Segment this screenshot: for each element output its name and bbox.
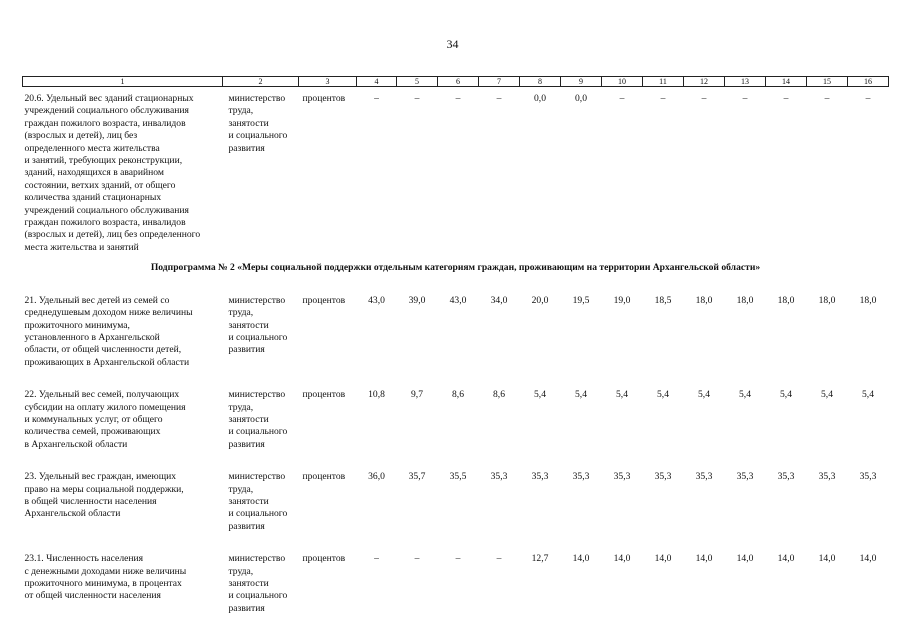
value-cell bbox=[766, 87, 807, 255]
value-cell bbox=[561, 547, 602, 615]
value-cell bbox=[766, 383, 807, 451]
value-text: 39,0 bbox=[408, 294, 426, 306]
indicator-line: с денежными доходами ниже величины bbox=[24, 565, 187, 577]
indicator-line: среднедушевым доходом ниже величины bbox=[24, 307, 193, 319]
value-cell bbox=[766, 289, 807, 369]
indicator-line: количества семей, проживающих bbox=[24, 426, 161, 438]
value-text: – bbox=[374, 553, 379, 565]
indicator-line: от общей численности населения bbox=[24, 590, 161, 602]
indicator-line: граждан пожилого возраста, инвалидов bbox=[24, 217, 186, 229]
value-cell bbox=[602, 289, 643, 369]
value-cell bbox=[725, 383, 766, 451]
value-text: 14,0 bbox=[613, 553, 631, 565]
header-cell: 2 bbox=[223, 77, 299, 87]
value-text: 43,0 bbox=[368, 294, 385, 306]
value-text: 14,0 bbox=[777, 553, 795, 565]
value-cell bbox=[725, 289, 766, 369]
value-cell bbox=[684, 289, 725, 369]
ministry-cell bbox=[223, 465, 299, 533]
value-text: 35,3 bbox=[859, 471, 877, 483]
value-cell bbox=[643, 289, 684, 369]
indicator-line: 20.6. Удельный вес зданий стационарных bbox=[24, 93, 194, 104]
ministry-line: занятости bbox=[228, 495, 269, 507]
value-cell bbox=[520, 87, 561, 255]
value-text: 19,0 bbox=[613, 294, 631, 306]
value-text: 18,0 bbox=[859, 294, 877, 306]
value-cell bbox=[397, 383, 438, 451]
value-text: 35,3 bbox=[490, 471, 508, 483]
indicator-line: области, от общей численности детей, bbox=[24, 344, 182, 356]
value-text: 5,4 bbox=[739, 389, 751, 401]
value-text: – bbox=[660, 93, 666, 104]
value-cell bbox=[766, 465, 807, 533]
value-text: – bbox=[742, 93, 748, 104]
value-cell bbox=[479, 547, 520, 615]
value-cell bbox=[357, 465, 397, 533]
value-text: 5,4 bbox=[698, 389, 710, 401]
header-cell: 8 bbox=[520, 77, 561, 87]
indicator-line: проживающих в Архангельской области bbox=[24, 356, 190, 368]
header-cell: 16 bbox=[848, 77, 889, 87]
value-cell bbox=[438, 87, 479, 255]
indicator-line: учреждений социального обслуживания bbox=[24, 204, 189, 216]
value-cell bbox=[602, 465, 643, 533]
ministry-line: министерство bbox=[228, 389, 286, 401]
ministry-cell bbox=[223, 289, 299, 369]
value-cell bbox=[520, 465, 561, 533]
header-row bbox=[23, 77, 889, 87]
value-text: 5,4 bbox=[657, 389, 669, 401]
value-cell bbox=[643, 547, 684, 615]
indicator-cell bbox=[23, 87, 223, 255]
header-cell: 12 bbox=[684, 77, 725, 87]
value-text: 18,5 bbox=[654, 294, 672, 306]
value-text: – bbox=[783, 93, 789, 104]
row-spacer bbox=[23, 451, 889, 465]
unit-cell: процентов bbox=[302, 471, 346, 483]
value-cell bbox=[357, 87, 397, 255]
indicator-line: право на меры социальной поддержки, bbox=[24, 483, 184, 495]
value-cell bbox=[438, 383, 479, 451]
value-text: 18,0 bbox=[777, 294, 795, 306]
header-cell: 13 bbox=[725, 77, 766, 87]
subprogram-heading-row bbox=[23, 254, 889, 288]
ministry-line: и социального bbox=[228, 508, 288, 520]
header-cell: 1 bbox=[23, 77, 223, 87]
value-cell bbox=[725, 547, 766, 615]
indicator-line: установленного в Архангельской bbox=[24, 331, 160, 343]
value-cell bbox=[561, 87, 602, 255]
value-cell bbox=[643, 465, 684, 533]
indicator-line: и занятий, требующих реконструкции, bbox=[24, 155, 183, 167]
value-text: 19,5 bbox=[572, 294, 590, 306]
value-text: – bbox=[824, 93, 830, 104]
value-text: 14,0 bbox=[654, 553, 672, 565]
value-cell bbox=[357, 289, 397, 369]
value-text: 5,4 bbox=[575, 389, 587, 401]
value-text: – bbox=[455, 93, 461, 104]
value-text: 35,5 bbox=[449, 471, 467, 483]
value-cell bbox=[643, 87, 684, 255]
value-text: 10,8 bbox=[368, 389, 385, 401]
value-cell bbox=[561, 465, 602, 533]
indicator-line: Архангельской области bbox=[24, 508, 121, 520]
value-text: – bbox=[496, 93, 502, 104]
value-cell bbox=[684, 547, 725, 615]
indicator-cell bbox=[23, 547, 223, 615]
ministry-line: занятости bbox=[228, 117, 269, 129]
value-cell bbox=[479, 465, 520, 533]
value-cell bbox=[602, 87, 643, 255]
value-text: – bbox=[701, 93, 707, 104]
value-text: – bbox=[619, 93, 625, 104]
ministry-line: труда, bbox=[228, 483, 254, 495]
header-cell: 3 bbox=[299, 77, 357, 87]
header-cell: 7 bbox=[479, 77, 520, 87]
ministry-cell bbox=[223, 383, 299, 451]
ministry-line: труда, bbox=[228, 565, 254, 577]
ministry-line: и социального bbox=[228, 426, 288, 438]
unit-cell: процентов bbox=[302, 389, 346, 401]
indicator-line: определенного места жительства bbox=[24, 142, 160, 154]
indicator-cell bbox=[23, 383, 223, 451]
value-cell bbox=[848, 383, 889, 451]
value-cell bbox=[561, 383, 602, 451]
ministry-line: занятости bbox=[228, 413, 269, 425]
value-text: – bbox=[865, 93, 871, 104]
value-text: 14,0 bbox=[818, 553, 836, 565]
ministry-line: развития bbox=[228, 344, 265, 356]
ministry-line: занятости bbox=[228, 578, 269, 589]
indicator-line: 23. Удельный вес граждан, имеющих bbox=[24, 471, 177, 483]
value-text: – bbox=[414, 93, 420, 104]
ministry-line: и социального bbox=[228, 130, 288, 142]
value-text: 5,4 bbox=[862, 389, 874, 401]
value-text: 35,3 bbox=[777, 471, 795, 483]
indicator-line: учреждений социального обслуживания bbox=[24, 105, 189, 117]
unit-cell: процентов bbox=[302, 294, 346, 306]
indicator-cell bbox=[23, 289, 223, 369]
header-cell: 14 bbox=[766, 77, 807, 87]
table-row bbox=[23, 289, 889, 369]
value-text: 14,0 bbox=[736, 553, 754, 565]
value-cell bbox=[602, 547, 643, 615]
value-text: 18,0 bbox=[818, 294, 836, 306]
value-cell bbox=[848, 289, 889, 369]
unit-cell: процентов bbox=[302, 93, 346, 104]
value-cell bbox=[357, 547, 397, 615]
value-text: 18,0 bbox=[695, 294, 713, 306]
value-text: 5,4 bbox=[616, 389, 628, 401]
value-cell bbox=[766, 547, 807, 615]
value-text: 5,4 bbox=[780, 389, 792, 401]
value-text: 0,0 bbox=[534, 93, 546, 104]
table-row bbox=[23, 547, 889, 615]
value-cell bbox=[848, 547, 889, 615]
ministry-line: и социального bbox=[228, 590, 288, 602]
page-number: 34 bbox=[446, 37, 459, 51]
value-text: 8,6 bbox=[452, 389, 464, 401]
value-text: 12,7 bbox=[531, 553, 549, 565]
ministry-line: занятости bbox=[228, 319, 269, 331]
ministry-cell bbox=[223, 547, 299, 615]
value-cell bbox=[397, 289, 438, 369]
table-row bbox=[23, 87, 889, 255]
header-cell: 4 bbox=[357, 77, 397, 87]
header-cell: 6 bbox=[438, 77, 479, 87]
value-text: 35,3 bbox=[695, 471, 713, 483]
header-cell: 5 bbox=[397, 77, 438, 87]
value-cell bbox=[397, 547, 438, 615]
ministry-line: труда, bbox=[228, 307, 254, 319]
value-text: 14,0 bbox=[572, 553, 590, 565]
value-text: 5,4 bbox=[821, 389, 833, 401]
ministry-line: министерство bbox=[228, 471, 286, 483]
value-cell bbox=[602, 383, 643, 451]
ministry-line: министерство bbox=[228, 93, 286, 104]
value-cell bbox=[848, 465, 889, 533]
table-row bbox=[23, 465, 889, 533]
value-text: 35,3 bbox=[818, 471, 836, 483]
value-text: 35,3 bbox=[654, 471, 672, 483]
value-text: – bbox=[455, 553, 461, 565]
value-text: 43,0 bbox=[449, 294, 467, 306]
value-cell bbox=[520, 289, 561, 369]
value-text: 34,0 bbox=[490, 294, 508, 306]
value-text: 35,7 bbox=[408, 471, 426, 483]
value-cell bbox=[438, 547, 479, 615]
value-cell bbox=[684, 465, 725, 533]
table-row bbox=[23, 383, 889, 451]
value-text: – bbox=[374, 93, 379, 104]
indicators-table bbox=[22, 76, 889, 615]
value-text: 20,0 bbox=[531, 294, 549, 306]
value-text: 14,0 bbox=[859, 553, 877, 565]
value-cell bbox=[725, 87, 766, 255]
indicator-line: в Архангельской области bbox=[24, 438, 128, 450]
indicator-line: в общей численности населения bbox=[24, 495, 157, 507]
value-text: 14,0 bbox=[695, 553, 713, 565]
value-cell bbox=[520, 547, 561, 615]
indicator-line: количества зданий стационарных bbox=[24, 192, 162, 204]
ministry-line: министерство bbox=[228, 553, 286, 565]
value-cell bbox=[725, 465, 766, 533]
value-cell bbox=[807, 87, 848, 255]
value-text: 35,3 bbox=[736, 471, 754, 483]
ministry-line: развития bbox=[228, 438, 265, 450]
value-cell bbox=[479, 289, 520, 369]
value-cell bbox=[807, 465, 848, 533]
header-cell: 9 bbox=[561, 77, 602, 87]
value-cell bbox=[643, 383, 684, 451]
indicator-line: граждан пожилого возраста, инвалидов bbox=[24, 117, 186, 129]
value-cell bbox=[357, 383, 397, 451]
indicator-line: (взрослых и детей), лиц без определенного bbox=[24, 229, 201, 241]
indicator-line: (взрослых и детей), лиц без bbox=[24, 130, 138, 142]
ministry-line: развития bbox=[228, 520, 265, 532]
value-text: 0,0 bbox=[575, 93, 587, 104]
ministry-line: труда, bbox=[228, 401, 254, 413]
value-cell bbox=[438, 465, 479, 533]
ministry-line: и социального bbox=[228, 331, 288, 343]
indicator-line: прожиточного минимума, bbox=[24, 319, 130, 331]
value-text: 35,3 bbox=[531, 471, 549, 483]
header-cell: 10 bbox=[602, 77, 643, 87]
value-text: 35,3 bbox=[572, 471, 590, 483]
value-text: 36,0 bbox=[368, 471, 385, 483]
header-cell: 11 bbox=[643, 77, 684, 87]
value-text: – bbox=[414, 553, 420, 565]
indicator-line: субсидии на оплату жилого помещения bbox=[24, 401, 186, 413]
unit-cell: процентов bbox=[302, 553, 346, 565]
ministry-line: труда, bbox=[228, 105, 254, 117]
indicator-line: места жительства и занятий bbox=[24, 241, 139, 253]
subprogram-heading: Подпрограмма № 2 «Меры социальной поддержки отдельным категориям граждан, проживающим на территории Архангельской области» bbox=[150, 262, 761, 274]
value-cell bbox=[848, 87, 889, 255]
value-cell bbox=[807, 289, 848, 369]
ministry-cell bbox=[223, 87, 299, 255]
value-cell bbox=[561, 289, 602, 369]
value-cell bbox=[520, 383, 561, 451]
value-text: – bbox=[496, 553, 502, 565]
indicator-line: прожиточного минимума, в процентах bbox=[24, 578, 182, 589]
indicator-line: зданий, находящихся в аварийном bbox=[24, 167, 164, 179]
value-cell bbox=[807, 547, 848, 615]
ministry-line: развития bbox=[228, 602, 265, 614]
value-cell bbox=[684, 87, 725, 255]
indicator-line: состоянии, ветхих зданий, от общего bbox=[24, 179, 176, 191]
value-text: 8,6 bbox=[493, 389, 505, 401]
indicator-line: и коммунальных услуг, от общего bbox=[24, 413, 163, 425]
value-text: 9,7 bbox=[411, 389, 423, 401]
indicator-cell bbox=[23, 465, 223, 533]
header-cell: 15 bbox=[807, 77, 848, 87]
value-cell bbox=[684, 383, 725, 451]
value-cell bbox=[397, 465, 438, 533]
ministry-line: развития bbox=[228, 142, 265, 154]
value-cell bbox=[479, 87, 520, 255]
value-cell bbox=[479, 383, 520, 451]
row-spacer bbox=[23, 533, 889, 547]
value-text: 5,4 bbox=[534, 389, 546, 401]
value-text: 18,0 bbox=[736, 294, 754, 306]
value-cell bbox=[807, 383, 848, 451]
indicator-line: 22. Удельный вес семей, получающих bbox=[24, 389, 180, 401]
indicator-line: 23.1. Численность населения bbox=[24, 553, 144, 565]
value-text: 35,3 bbox=[613, 471, 631, 483]
ministry-line: министерство bbox=[228, 294, 286, 306]
value-cell bbox=[438, 289, 479, 369]
value-cell bbox=[397, 87, 438, 255]
indicator-line: 21. Удельный вес детей из семей со bbox=[24, 294, 170, 306]
row-spacer bbox=[23, 369, 889, 383]
